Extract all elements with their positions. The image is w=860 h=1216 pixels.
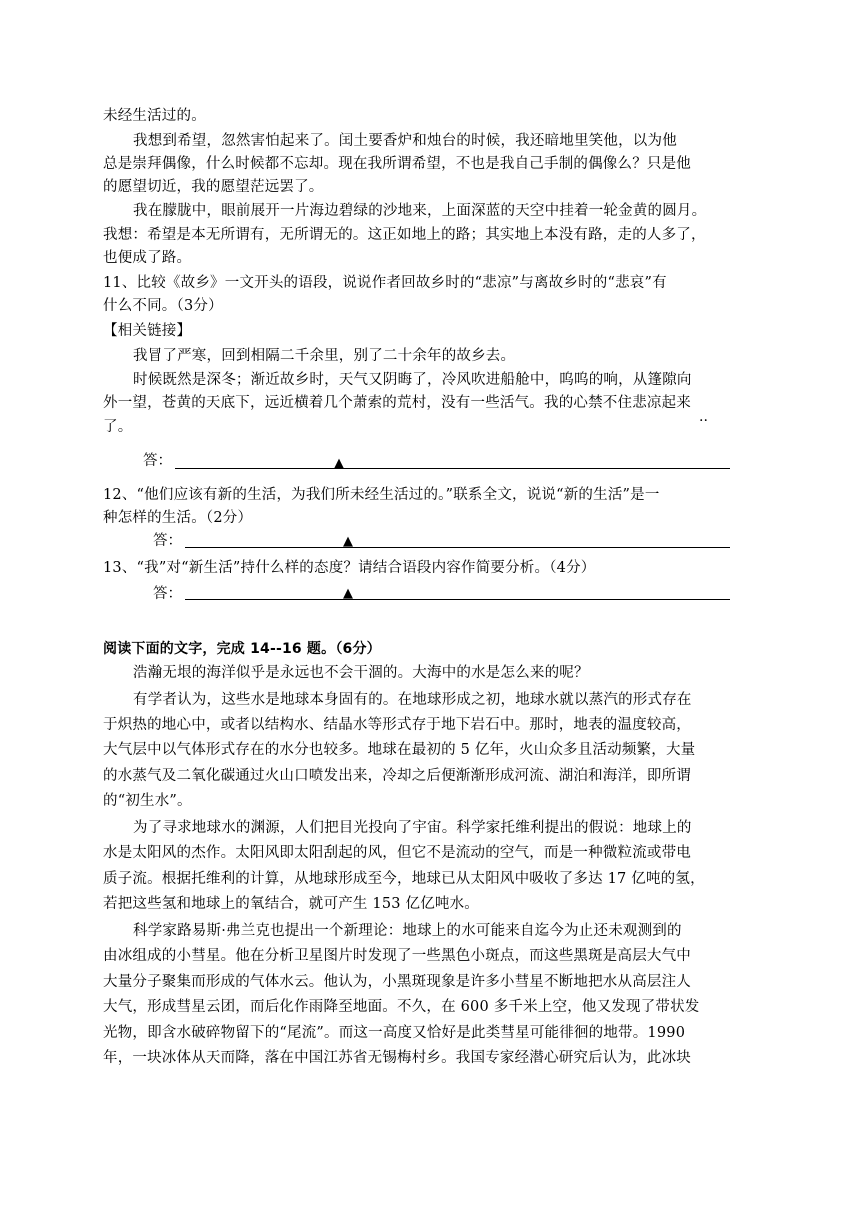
text-line: 了。 xyxy=(103,419,133,435)
answer-blank-11[interactable] xyxy=(175,468,730,469)
text-line: 的“初生水”。 xyxy=(103,793,192,809)
emphasis-dots: .. xyxy=(699,409,708,425)
answer-label: 答： xyxy=(143,453,172,469)
text-line: 光物，即含水破碎物留下的“尾流”。而这一高度又恰好是此类彗星可能徘徊的地带。1990 xyxy=(103,1025,686,1041)
section-heading: 阅读下面的文字，完成 14--16 题。（6分） xyxy=(103,641,381,657)
text-line: 为了寻求地球水的渊源，人们把目光投向了宇宙。科学家托维利提出的假说：地球上的 xyxy=(133,820,692,836)
text-line: 未经生活过的。 xyxy=(103,108,206,124)
text-line: 我想到希望，忽然害怕起来了。闰土要香炉和烛台的时候，我还暗地里笑他，以为他 xyxy=(133,133,677,149)
text-line: 有学者认为，这些水是地球本身固有的。在地球形成之初，地球水就以蒸汽的形式存在 xyxy=(133,692,692,708)
answer-label: 答： xyxy=(153,586,182,602)
text-line: 于炽热的地心中，或者以结构水、结晶水等形式存于地下岩石中。那时，地表的温度较高， xyxy=(103,717,691,733)
text-line: 若把这些氢和地球上的氧结合，就可产生 153 亿亿吨水。 xyxy=(103,896,479,912)
text-line: 我想：希望是本无所谓有，无所谓无的。这正如地上的路；其实地上本没有路，走的人多了， xyxy=(103,227,706,243)
text-line: 大量分子聚集而形成的气体水云。他认为，小黑斑现象是许多小彗星不断地把水从高层注人 xyxy=(103,974,691,990)
question-12-cont: 种怎样的生活。（2分） xyxy=(103,510,253,526)
text-line: 大气，形成彗星云团，而后化作雨降至地面。不久，在 600 多千米上空，他又发现了带状发 xyxy=(103,999,700,1015)
text-line: 水是太阳风的杰作。太阳风即太阳刮起的风，但它不是流动的空气，而是一种微粒流或带电 xyxy=(103,845,691,861)
text-line: 总是崇拜偶像，什么时候都不忘却。现在我所谓希望，不也是我自己手制的偶像么？只是他 xyxy=(103,156,691,172)
text-line: 由冰组成的小彗星。他在分析卫星图片时发现了一些黑色小斑点，而这些黑斑是高层大气中 xyxy=(103,948,691,964)
text-line: 科学家路易斯·弗兰克也提出一个新理论：地球上的水可能来自迄今为止还未观测到的 xyxy=(133,923,682,939)
question-13: 13、“我”对“新生活”持什么样的态度？请结合语段内容作简要分析。（4分） xyxy=(103,560,596,576)
text-line: 外一望，苍黄的天底下，远近横着几个萧索的荒村，没有一些活气。我的心禁不住悲凉起来 xyxy=(103,395,691,411)
answer-blank-13[interactable] xyxy=(185,599,730,600)
question-11: 11、比较《故乡》一文开头的语段，说说作者回故乡时的“悲凉”与离故乡时的“悲哀”有 xyxy=(103,275,667,291)
text-line: 也便成了路。 xyxy=(103,250,192,266)
question-12: 12、“他们应该有新的生活，为我们所未经生活过的。”联系全文，说说“新的生活”是一 xyxy=(103,487,660,503)
answer-marker-triangle: ▲ xyxy=(343,534,353,549)
text-line: 的愿望切近，我的愿望茫远罢了。 xyxy=(103,179,324,195)
text-line: 大气层中以气体形式存在的水分也较多。地球在最初的 5 亿年，火山众多且活动频繁，大量 xyxy=(103,742,696,758)
text-line: 年，一块冰体从天而降，落在中国江苏省无锡梅村乡。我国专家经潜心研究后认为，此冰块 xyxy=(103,1050,691,1066)
text-line: 浩瀚无垠的海洋似乎是永远也不会干涸的。大海中的水是怎么来的呢？ xyxy=(133,665,589,681)
question-11-cont: 什么不同。（3分） xyxy=(103,298,223,314)
related-link-heading: 【相关链接】 xyxy=(103,323,192,339)
answer-marker-triangle: ▲ xyxy=(343,586,353,601)
text-line: 的水蒸气及二氧化碳通过火山口喷发出来，冷却之后便渐渐形成河流、湖泊和海洋，即所谓 xyxy=(103,768,691,784)
answer-blank-12[interactable] xyxy=(185,547,730,548)
text-line: 时候既然是深冬；渐近故乡时，天气又阴晦了，冷风吹进船舱中，呜呜的响，从篷隙向 xyxy=(133,372,692,388)
text-line: 我在朦胧中，眼前展开一片海边碧绿的沙地来，上面深蓝的天空中挂着一轮金黄的圆月。 xyxy=(133,203,707,219)
text-line: 质子流。根据托维利的计算，从地球形成至今，地球已从太阳风中吸收了多达 17 亿吨的氢， xyxy=(103,871,705,887)
answer-label: 答： xyxy=(153,533,182,549)
text-line: 我冒了严寒，回到相隔二千余里，别了二十余年的故乡去。 xyxy=(133,348,516,364)
answer-marker-triangle: ▲ xyxy=(334,456,344,471)
